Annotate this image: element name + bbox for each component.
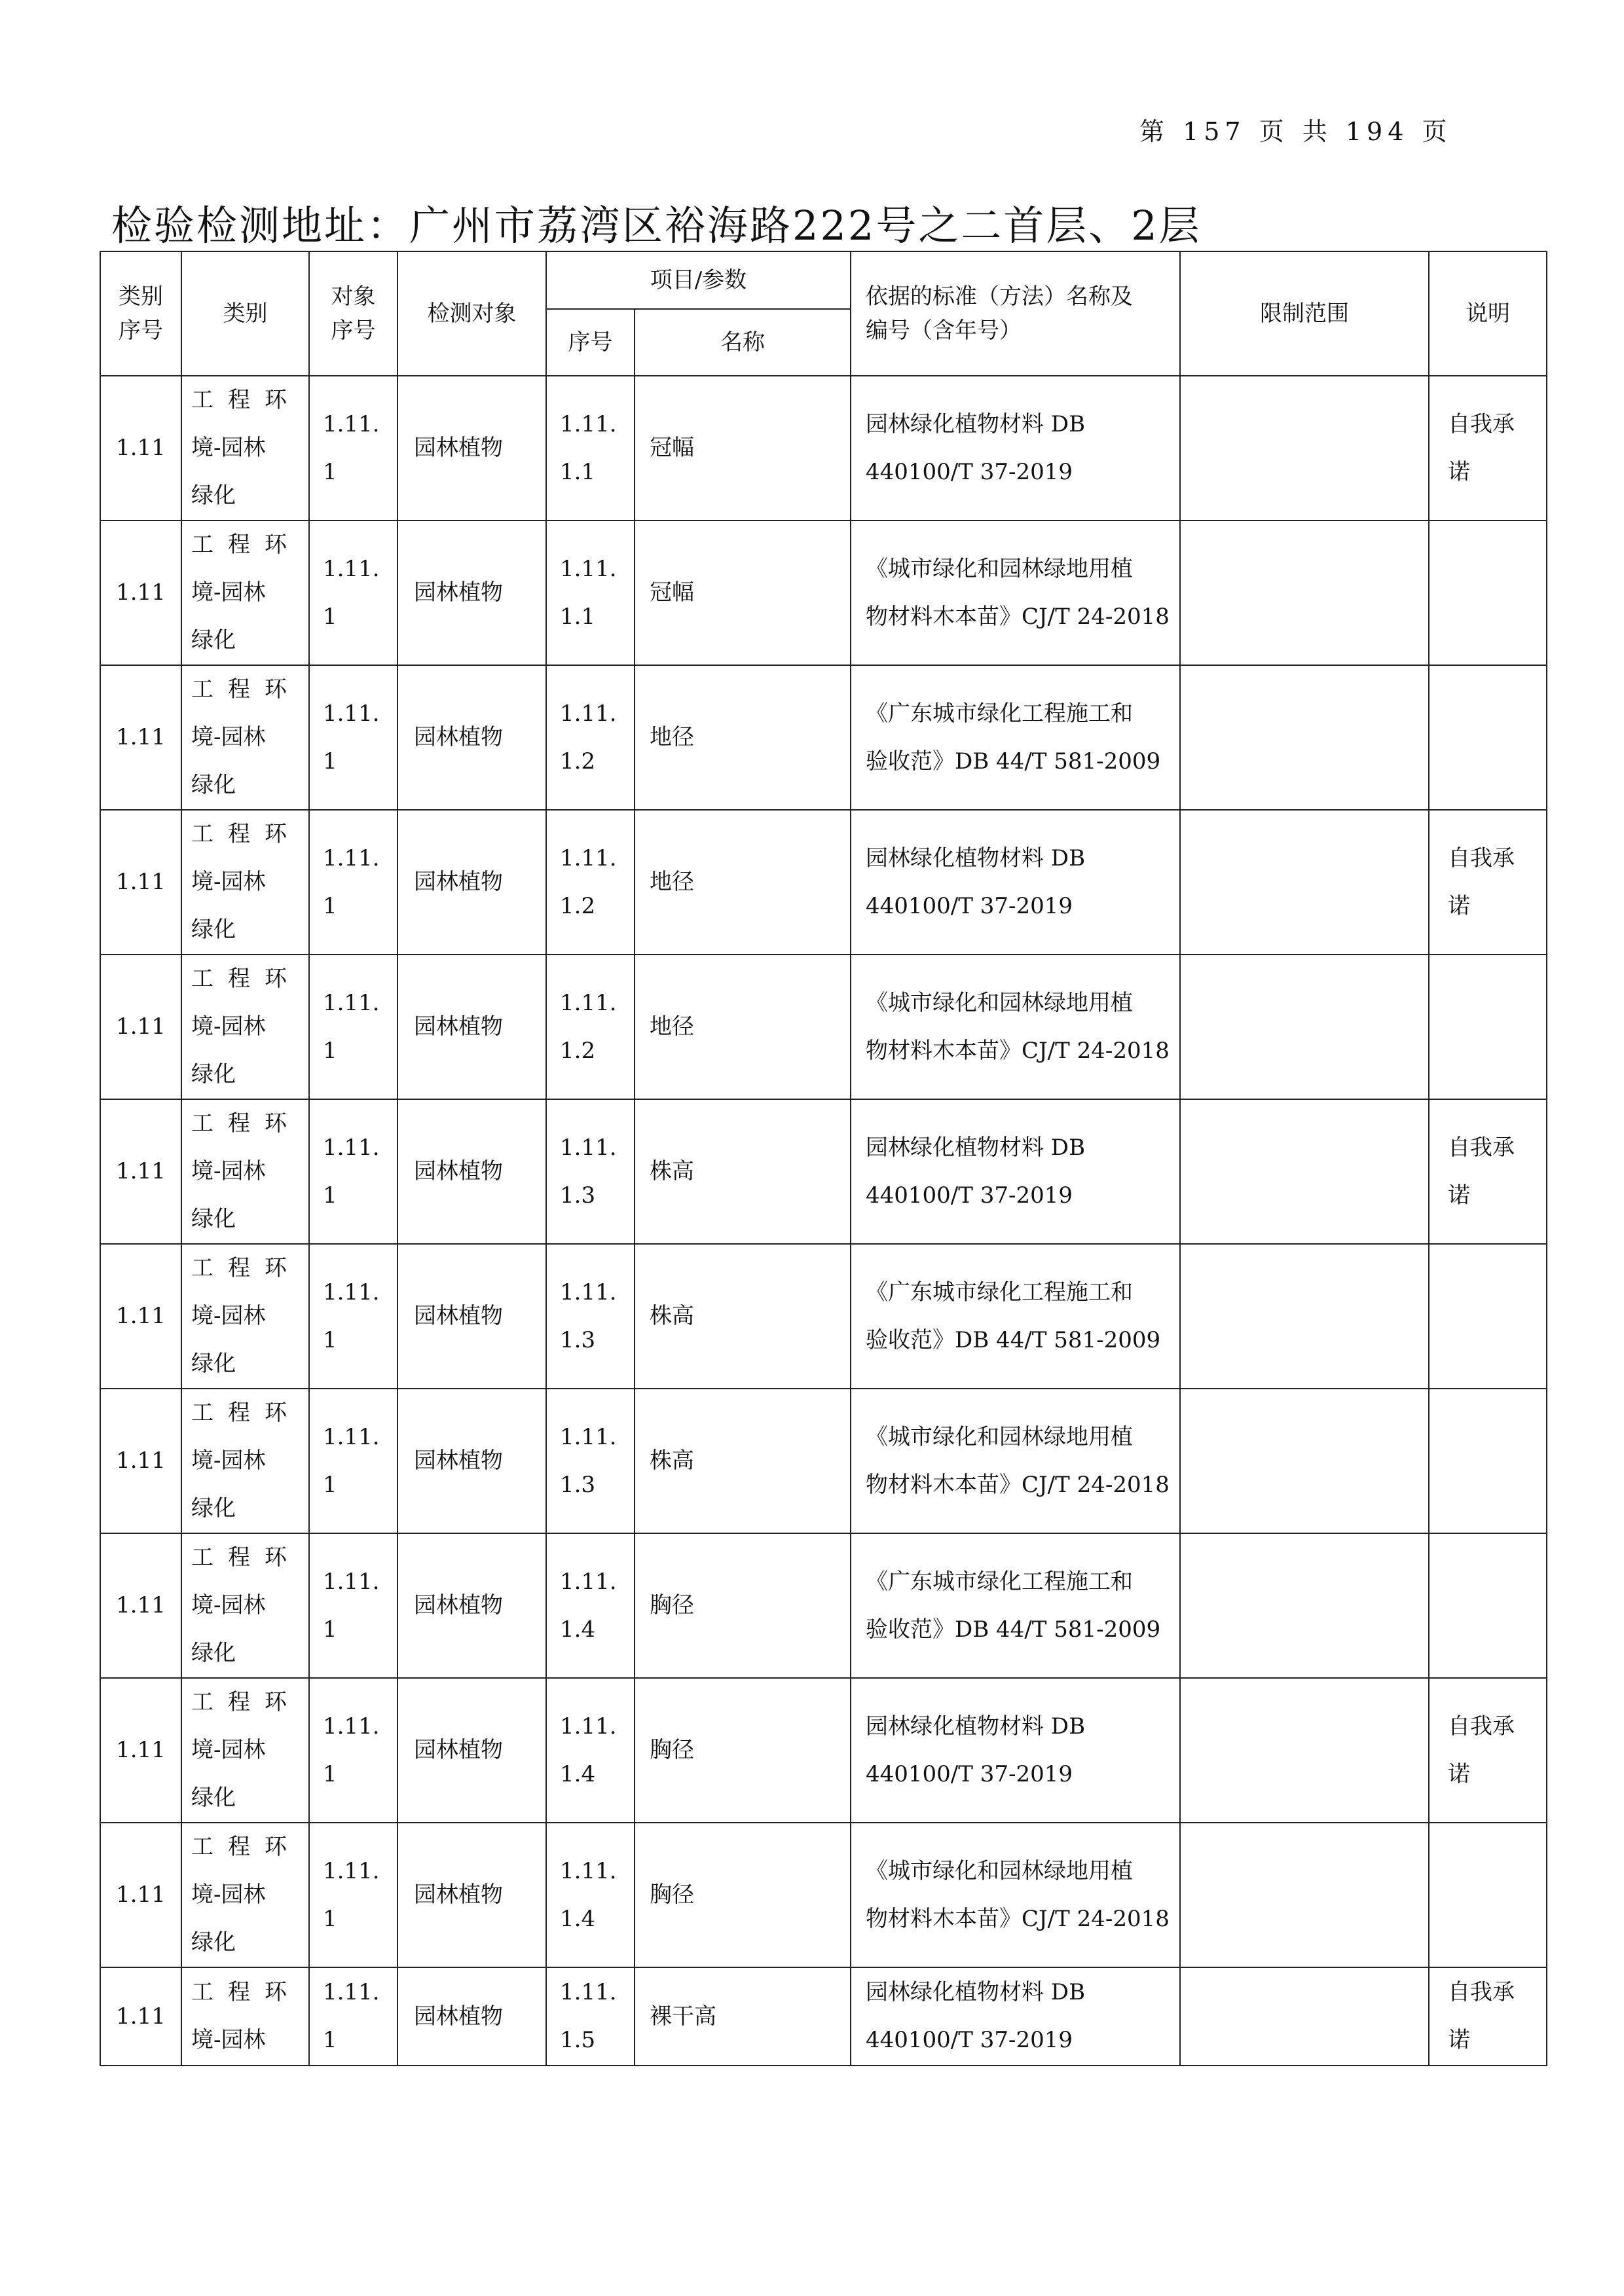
cell-object (397, 1823, 546, 1967)
cell-text-obj: 园林植物 (414, 1737, 503, 1763)
table-row (100, 665, 1547, 810)
cell-text-objno1: 1.11. (323, 1423, 380, 1450)
cell-text-obj: 园林植物 (414, 1158, 503, 1184)
cell-text-std2: 物材料木本苗》CJ/T 24-2018 (866, 1471, 1170, 1498)
cell-text-std1: 《城市绿化和园林绿地用植 (866, 989, 1133, 1016)
cell-text-std1: 园林绿化植物材料 DB (866, 1979, 1086, 2005)
cell-text-cat1: 工程环 (191, 1834, 301, 1860)
cell-category (181, 1099, 309, 1244)
cell-text-objno1: 1.11. (323, 1134, 380, 1161)
cell-text-cat2: 境-园林 (191, 1592, 266, 1618)
cell-object-seq (309, 955, 397, 1099)
cell-text-std1: 《城市绿化和园林绿地用植 (866, 1423, 1133, 1450)
cell-text-obj: 园林植物 (414, 579, 503, 606)
cell-text-pno1: 1.11. (560, 700, 617, 727)
scope-table (100, 251, 1547, 2066)
cell-text-seq: 1.11 (116, 869, 166, 895)
table-row (100, 520, 1547, 665)
cell-standard (851, 1678, 1180, 1823)
cell-text-objno1: 1.11. (323, 1713, 380, 1740)
cell-text-objno2: 1 (323, 603, 337, 630)
cell-object (397, 376, 546, 520)
cell-item-name (635, 665, 851, 810)
cell-text-cat2: 境-园林 (191, 435, 266, 461)
cell-item-name (635, 520, 851, 665)
cell-text-cat2: 境-园林 (191, 2027, 266, 2053)
header-item-seq: 序号 (546, 309, 635, 376)
cell-limit (1180, 665, 1429, 810)
cell-text-cat3: 绿化 (191, 772, 236, 798)
cell-text-note1: 自我承 (1448, 1134, 1515, 1161)
cell-text-objno2: 1 (323, 1326, 337, 1353)
cell-text-std1: 《广东城市绿化工程施工和 (866, 1568, 1133, 1595)
cell-text-cat2: 境-园林 (191, 1448, 266, 1474)
cell-text-pno1: 1.11. (560, 1134, 617, 1161)
cell-text-std2: 验收范》DB 44/T 581-2009 (866, 748, 1161, 774)
cell-text-std1: 《城市绿化和园林绿地用植 (866, 1857, 1133, 1884)
cell-category-seq (100, 376, 181, 520)
cell-text-objno2: 1 (323, 1182, 337, 1209)
cell-note (1429, 376, 1547, 520)
cell-object-seq (309, 1099, 397, 1244)
cell-text-seq: 1.11 (116, 724, 166, 750)
cell-text-pname: 株高 (650, 1158, 694, 1184)
cell-text-seq: 1.11 (116, 1013, 166, 1040)
cell-item-seq (546, 1967, 635, 2066)
cell-text-cat3: 绿化 (191, 1351, 236, 1377)
cell-text-cat2: 境-园林 (191, 724, 266, 750)
cell-category (181, 1533, 309, 1678)
cell-text-pno1: 1.11. (560, 1568, 617, 1595)
header-item-param: 项目/参数 (546, 251, 851, 309)
page-number: 第 157 页 共 194 页 (1139, 117, 1452, 146)
cell-text-pno2: 1.4 (560, 1760, 596, 1787)
cell-item-seq (546, 1389, 635, 1533)
table-row (100, 1823, 1547, 1967)
cell-object-seq (309, 1533, 397, 1678)
cell-text-pno1: 1.11. (560, 989, 617, 1016)
cell-text-cat3: 绿化 (191, 1206, 236, 1232)
cell-limit (1180, 520, 1429, 665)
cell-object-seq (309, 1244, 397, 1389)
cell-text-pname: 胸径 (650, 1882, 694, 1908)
cell-text-pno2: 1.1 (560, 458, 596, 485)
cell-text-cat2: 境-园林 (191, 869, 266, 895)
table-row (100, 810, 1547, 955)
cell-text-cat2: 境-园林 (191, 1013, 266, 1040)
table-row (100, 1533, 1547, 1678)
cell-text-objno2: 1 (323, 1760, 337, 1787)
cell-text-objno2: 1 (323, 2027, 337, 2053)
cell-text-cat3: 绿化 (191, 1495, 236, 1522)
cell-text-cat3: 绿化 (191, 1785, 236, 1811)
cell-note (1429, 1823, 1547, 1967)
cell-limit (1180, 1967, 1429, 2066)
cell-text-std2: 物材料木本苗》CJ/T 24-2018 (866, 603, 1170, 630)
cell-text-obj: 园林植物 (414, 1013, 503, 1040)
cell-item-name (635, 1678, 851, 1823)
cell-text-obj: 园林植物 (414, 435, 503, 461)
cell-text-seq: 1.11 (116, 1303, 166, 1329)
cell-item-name (635, 1099, 851, 1244)
cell-text-cat1: 工程环 (191, 1110, 301, 1137)
cell-text-cat2: 境-园林 (191, 579, 266, 606)
cell-object (397, 1389, 546, 1533)
header-item-name: 名称 (635, 309, 851, 376)
cell-text-obj: 园林植物 (414, 1882, 503, 1908)
cell-text-cat1: 工程环 (191, 1255, 301, 1281)
cell-text-note2: 诺 (1448, 892, 1470, 919)
cell-text-note1: 自我承 (1448, 410, 1515, 437)
table-row (100, 1389, 1547, 1533)
cell-limit (1180, 955, 1429, 1099)
cell-text-cat2: 境-园林 (191, 1882, 266, 1908)
cell-note (1429, 1533, 1547, 1678)
cell-limit (1180, 376, 1429, 520)
cell-object-seq (309, 810, 397, 955)
cell-object-seq (309, 376, 397, 520)
cell-text-pname: 地径 (650, 724, 694, 750)
cell-text-pno2: 1.2 (560, 892, 596, 919)
cell-text-pno2: 1.5 (560, 2027, 596, 2053)
cell-limit (1180, 1823, 1429, 1967)
cell-text-std1: 《广东城市绿化工程施工和 (866, 700, 1133, 727)
cell-category-seq (100, 1823, 181, 1967)
cell-note (1429, 955, 1547, 1099)
cell-item-seq (546, 1099, 635, 1244)
cell-text-note2: 诺 (1448, 1760, 1470, 1787)
table-row (100, 376, 1547, 520)
cell-text-obj: 园林植物 (414, 2003, 503, 2030)
cell-text-seq: 1.11 (116, 1448, 166, 1474)
cell-object-seq (309, 1967, 397, 2066)
cell-standard (851, 1823, 1180, 1967)
cell-text-std1: 园林绿化植物材料 DB (866, 1134, 1086, 1161)
cell-limit (1180, 1389, 1429, 1533)
cell-text-obj: 园林植物 (414, 1592, 503, 1618)
cell-text-pno1: 1.11. (560, 1713, 617, 1740)
cell-note (1429, 1389, 1547, 1533)
header-standard: 依据的标准（方法）名称及 编号（含年号） (851, 251, 1180, 376)
cell-note (1429, 1967, 1547, 2066)
cell-text-note2: 诺 (1448, 1182, 1470, 1209)
cell-text-pno2: 1.4 (560, 1616, 596, 1643)
cell-item-seq (546, 1823, 635, 1967)
cell-item-name (635, 1823, 851, 1967)
cell-text-seq: 1.11 (116, 435, 166, 461)
cell-text-cat1: 工程环 (191, 387, 301, 413)
cell-category (181, 810, 309, 955)
cell-text-note2: 诺 (1448, 458, 1470, 485)
cell-item-seq (546, 376, 635, 520)
cell-category-seq (100, 955, 181, 1099)
cell-text-obj: 园林植物 (414, 1448, 503, 1474)
cell-category (181, 1678, 309, 1823)
cell-text-objno1: 1.11. (323, 989, 380, 1016)
header-category: 类别 (181, 251, 309, 376)
cell-limit (1180, 1533, 1429, 1678)
cell-text-cat3: 绿化 (191, 1929, 236, 1956)
cell-text-note1: 自我承 (1448, 1713, 1515, 1740)
cell-text-objno1: 1.11. (323, 1857, 380, 1884)
cell-item-name (635, 1967, 851, 2066)
cell-standard (851, 1244, 1180, 1389)
cell-text-cat3: 绿化 (191, 1640, 236, 1666)
cell-text-std2: 440100/T 37-2019 (866, 892, 1073, 919)
cell-text-pname: 株高 (650, 1448, 694, 1474)
header-category-seq: 类别 序号 (100, 251, 181, 376)
table-row (100, 1099, 1547, 1244)
cell-text-cat2: 境-园林 (191, 1303, 266, 1329)
cell-limit (1180, 1244, 1429, 1389)
cell-object (397, 1967, 546, 2066)
cell-text-obj: 园林植物 (414, 724, 503, 750)
cell-text-pno2: 1.3 (560, 1326, 596, 1353)
cell-note (1429, 1099, 1547, 1244)
cell-category-seq (100, 1099, 181, 1244)
cell-text-seq: 1.11 (116, 1882, 166, 1908)
cell-text-cat1: 工程环 (191, 676, 301, 702)
cell-text-objno1: 1.11. (323, 700, 380, 727)
cell-text-objno2: 1 (323, 1616, 337, 1643)
cell-object-seq (309, 665, 397, 810)
cell-text-std1: 《城市绿化和园林绿地用植 (866, 555, 1133, 582)
cell-text-std2: 440100/T 37-2019 (866, 2027, 1073, 2053)
cell-text-pno1: 1.11. (560, 845, 617, 871)
cell-limit (1180, 810, 1429, 955)
cell-item-seq (546, 1244, 635, 1389)
cell-text-cat1: 工程环 (191, 1544, 301, 1571)
cell-category-seq (100, 520, 181, 665)
cell-text-seq: 1.11 (116, 579, 166, 606)
cell-object-seq (309, 1678, 397, 1823)
cell-text-pno1: 1.11. (560, 1279, 617, 1305)
cell-category (181, 665, 309, 810)
cell-text-objno1: 1.11. (323, 1279, 380, 1305)
cell-object-seq (309, 520, 397, 665)
cell-text-pno1: 1.11. (560, 1857, 617, 1884)
cell-text-pname: 胸径 (650, 1592, 694, 1618)
cell-limit (1180, 1678, 1429, 1823)
header-note: 说明 (1429, 251, 1547, 376)
cell-text-std1: 园林绿化植物材料 DB (866, 845, 1086, 871)
cell-object (397, 810, 546, 955)
cell-object (397, 1533, 546, 1678)
cell-note (1429, 810, 1547, 955)
cell-text-note1: 自我承 (1448, 1979, 1515, 2005)
cell-text-objno2: 1 (323, 892, 337, 919)
cell-category-seq (100, 1967, 181, 2066)
cell-item-name (635, 1244, 851, 1389)
cell-item-seq (546, 665, 635, 810)
cell-item-name (635, 955, 851, 1099)
cell-text-obj: 园林植物 (414, 869, 503, 895)
cell-text-pno2: 1.2 (560, 1037, 596, 1064)
cell-text-std1: 园林绿化植物材料 DB (866, 1713, 1086, 1740)
cell-text-pname: 地径 (650, 1013, 694, 1040)
cell-text-cat1: 工程环 (191, 821, 301, 847)
cell-text-pno1: 1.11. (560, 410, 617, 437)
cell-text-pname: 株高 (650, 1303, 694, 1329)
cell-text-seq: 1.11 (116, 1592, 166, 1618)
cell-text-pname: 裸干高 (650, 2003, 716, 2030)
cell-text-std2: 物材料木本苗》CJ/T 24-2018 (866, 1905, 1170, 1932)
cell-text-pno1: 1.11. (560, 1979, 617, 2005)
cell-category (181, 520, 309, 665)
cell-object (397, 665, 546, 810)
cell-text-cat1: 工程环 (191, 1400, 301, 1426)
cell-item-name (635, 376, 851, 520)
cell-text-obj: 园林植物 (414, 1303, 503, 1329)
cell-text-pno2: 1.4 (560, 1905, 596, 1932)
cell-category-seq (100, 1389, 181, 1533)
cell-text-seq: 1.11 (116, 1158, 166, 1184)
cell-text-pno2: 1.1 (560, 603, 596, 630)
cell-object (397, 955, 546, 1099)
cell-text-pname: 胸径 (650, 1737, 694, 1763)
cell-text-std2: 物材料木本苗》CJ/T 24-2018 (866, 1037, 1170, 1064)
cell-text-seq: 1.11 (116, 2003, 166, 2030)
cell-object (397, 1099, 546, 1244)
cell-category-seq (100, 665, 181, 810)
cell-text-pno2: 1.3 (560, 1471, 596, 1498)
cell-text-cat3: 绿化 (191, 1061, 236, 1087)
cell-object-seq (309, 1389, 397, 1533)
cell-standard (851, 810, 1180, 955)
cell-text-cat3: 绿化 (191, 483, 236, 509)
cell-category-seq (100, 810, 181, 955)
header-object-seq: 对象 序号 (309, 251, 397, 376)
cell-object (397, 1244, 546, 1389)
cell-text-objno2: 1 (323, 458, 337, 485)
cell-category (181, 955, 309, 1099)
cell-item-name (635, 1389, 851, 1533)
cell-standard (851, 520, 1180, 665)
cell-item-seq (546, 810, 635, 955)
cell-text-objno2: 1 (323, 1471, 337, 1498)
cell-standard (851, 1967, 1180, 2066)
cell-text-objno1: 1.11. (323, 555, 380, 582)
cell-text-pno2: 1.3 (560, 1182, 596, 1209)
cell-text-cat1: 工程环 (191, 966, 301, 992)
cell-text-std1: 园林绿化植物材料 DB (866, 410, 1086, 437)
cell-note (1429, 1678, 1547, 1823)
cell-text-pno1: 1.11. (560, 555, 617, 582)
cell-object (397, 1678, 546, 1823)
cell-text-objno1: 1.11. (323, 845, 380, 871)
cell-standard (851, 1389, 1180, 1533)
cell-text-note1: 自我承 (1448, 845, 1515, 871)
cell-category (181, 1244, 309, 1389)
cell-text-objno2: 1 (323, 1905, 337, 1932)
cell-text-seq: 1.11 (116, 1737, 166, 1763)
cell-category (181, 1967, 309, 2066)
cell-item-seq (546, 520, 635, 665)
cell-text-pname: 冠幅 (650, 579, 694, 606)
cell-text-objno1: 1.11. (323, 1568, 380, 1595)
cell-standard (851, 1533, 1180, 1678)
cell-item-name (635, 1533, 851, 1678)
cell-item-name (635, 810, 851, 955)
cell-text-cat2: 境-园林 (191, 1737, 266, 1763)
cell-standard (851, 376, 1180, 520)
cell-text-pname: 冠幅 (650, 435, 694, 461)
cell-text-objno2: 1 (323, 748, 337, 774)
cell-item-seq (546, 1533, 635, 1678)
cell-text-std2: 验收范》DB 44/T 581-2009 (866, 1616, 1161, 1643)
cell-text-cat2: 境-园林 (191, 1158, 266, 1184)
cell-text-std1: 《广东城市绿化工程施工和 (866, 1279, 1133, 1305)
table-header-row (100, 251, 1547, 309)
table-row (100, 1244, 1547, 1389)
cell-category-seq (100, 1533, 181, 1678)
cell-note (1429, 665, 1547, 810)
cell-text-std2: 440100/T 37-2019 (866, 1182, 1073, 1209)
cell-category (181, 1823, 309, 1967)
cell-text-cat1: 工程环 (191, 532, 301, 558)
cell-text-pno2: 1.2 (560, 748, 596, 774)
cell-standard (851, 1099, 1180, 1244)
header-object: 检测对象 (397, 251, 546, 376)
cell-note (1429, 1244, 1547, 1389)
header-limit: 限制范围 (1180, 251, 1429, 376)
cell-category (181, 376, 309, 520)
table-row (100, 955, 1547, 1099)
cell-text-objno1: 1.11. (323, 1979, 380, 2005)
cell-text-std2: 验收范》DB 44/T 581-2009 (866, 1326, 1161, 1353)
cell-category-seq (100, 1678, 181, 1823)
cell-text-cat1: 工程环 (191, 1689, 301, 1715)
cell-text-std2: 440100/T 37-2019 (866, 1760, 1073, 1787)
cell-category-seq (100, 1244, 181, 1389)
table-row (100, 1678, 1547, 1823)
cell-note (1429, 520, 1547, 665)
cell-text-pname: 地径 (650, 869, 694, 895)
cell-text-objno2: 1 (323, 1037, 337, 1064)
cell-text-objno1: 1.11. (323, 410, 380, 437)
page-title: 检验检测地址：广州市荔湾区裕海路222号之二首层、2层 (111, 202, 1202, 249)
cell-text-note2: 诺 (1448, 2027, 1470, 2053)
cell-object-seq (309, 1823, 397, 1967)
cell-text-cat1: 工程环 (191, 1979, 301, 2005)
cell-standard (851, 665, 1180, 810)
cell-item-seq (546, 1678, 635, 1823)
cell-text-cat3: 绿化 (191, 917, 236, 943)
table-row (100, 1967, 1547, 2066)
cell-limit (1180, 1099, 1429, 1244)
cell-text-pno1: 1.11. (560, 1423, 617, 1450)
cell-text-cat3: 绿化 (191, 627, 236, 653)
cell-standard (851, 955, 1180, 1099)
cell-object (397, 520, 546, 665)
cell-item-seq (546, 955, 635, 1099)
cell-category (181, 1389, 309, 1533)
cell-text-std2: 440100/T 37-2019 (866, 458, 1073, 485)
